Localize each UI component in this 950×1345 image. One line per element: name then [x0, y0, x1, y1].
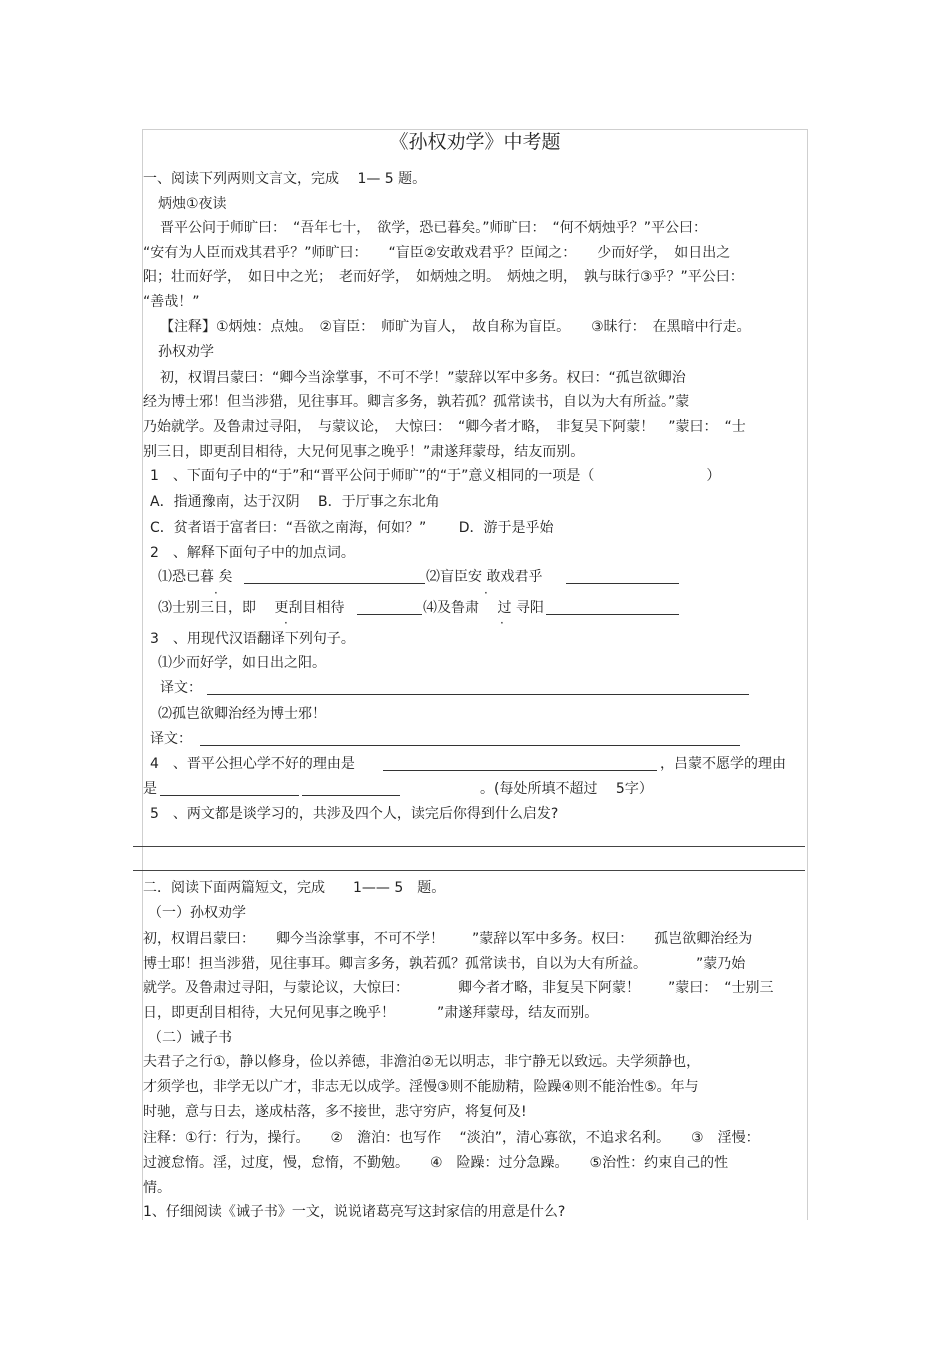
- answer-line[interactable]: [133, 846, 805, 847]
- question-4: 4 、晋平公担心学不好的理由是: [150, 756, 355, 772]
- part2-sub2-line: 夫君子之行①，静以修身，俭以养德，非澹泊②无以明志，非宁静无以致远。夫学须静也，: [143, 1054, 701, 1070]
- answer-blank[interactable]: [302, 781, 400, 796]
- answer-blank[interactable]: [546, 600, 679, 615]
- question-2: 2 、解释下面句子中的加点词。: [150, 545, 355, 561]
- question-4-note: 。(每处所填不超过 5字）: [480, 781, 653, 797]
- answer-blank[interactable]: [383, 756, 657, 771]
- emphasis-dot: ·: [484, 586, 488, 600]
- question-5: 5 、两文都是谈学习的，共涉及四个人，读完后你得到什么启发?: [150, 806, 559, 822]
- emphasis-dot: ·: [214, 586, 218, 600]
- answer-blank[interactable]: [200, 731, 740, 746]
- answer-blank[interactable]: [207, 680, 749, 695]
- passage2-line: 乃始就学。及鲁肃过寻阳， 与蒙议论， 大惊曰： “卿今者才略， 非复吴下阿蒙！ ”蒙曰： “士: [143, 419, 746, 435]
- page-title: 《孙权劝学》中考题: [389, 131, 561, 153]
- answer-blank[interactable]: [566, 569, 679, 584]
- question-3-item-1: ⑴少而好学，如日出之阳。: [158, 655, 326, 671]
- passage1-line: “安有为人臣而戏其君乎？”师旷曰： “盲臣②安敢戏君乎？臣闻之： 少而好学， 如日出之: [143, 245, 731, 261]
- part2-sub1-line: 博士耶！担当涉猎，见往事耳。卿言多务，孰若孤？孤常读书，自以为大有所益。 ”蒙乃始: [143, 956, 746, 972]
- emphasis-dot: ·: [284, 616, 288, 630]
- part2-sub1-title: （一）孙权劝学: [148, 905, 246, 921]
- question-3: 3 、用现代汉语翻译下列句子。: [150, 631, 355, 647]
- answer-blank[interactable]: [160, 781, 299, 796]
- answer-blank[interactable]: [244, 569, 425, 584]
- question-2-item-2: ⑵盲臣安 敢戏君乎: [426, 569, 543, 585]
- part2-sub1-line: 初，权谓吕蒙曰： 卿今当涂掌事，不可不学！ ”蒙辞以军中多务。权曰： 孤岂欲卿治经为: [143, 931, 753, 947]
- passage2-line: 经为博士邪！但当涉猎，见往事耳。卿言多务，孰若孤？孤常读书，自以为大有所益。”蒙: [143, 394, 690, 410]
- part2-sub1-line: 就学。及鲁肃过寻阳，与蒙论议，大惊曰： 卿今者才略，非复吴下阿蒙！ ”蒙曰： “士别三: [143, 980, 774, 996]
- answer-line[interactable]: [133, 870, 805, 871]
- question-2-item-4: ⑷及鲁肃 过 寻阳: [423, 600, 544, 616]
- question-1: 1 、下面句子中的“于”和“晋平公问于师旷”的“于”意义相同的一项是（ ）: [150, 468, 721, 484]
- part2-heading: 二．阅读下面两篇短文，完成 1—— 5 题。: [143, 880, 446, 896]
- part2-question-1: 1、仔细阅读《诫子书》一文，说说诸葛亮写这封家信的用意是什么?: [143, 1204, 566, 1220]
- question-1-options-cd: C．贫者语于富者曰：“吾欲之南海，何如？” D．游于是乎始: [150, 520, 554, 536]
- passage2-title: 孙权劝学: [158, 344, 214, 360]
- part2-notes-line: 情。: [143, 1180, 171, 1196]
- translation-label: 译文：: [160, 680, 202, 696]
- part2-notes-line: 注释：①行：行为，操行。 ② 澹泊：也写作 “淡泊”，清心寡欲，不追求名利。 ③ 淫慢：: [143, 1130, 760, 1146]
- part1-heading: 一、阅读下列两则文言文，完成 1— 5 题。: [143, 171, 427, 187]
- question-2-item-1: ⑴恐已暮 矣: [158, 569, 233, 585]
- part2-sub1-line: 日，即更刮目相待，大兄何见事之晚乎！ ”肃遂拜蒙母，结友而别。: [143, 1005, 599, 1021]
- answer-blank[interactable]: [357, 600, 422, 615]
- question-2-item-3: ⑶士别三日，即 更刮目相待: [158, 600, 345, 616]
- part2-sub2-line: 时驰，意与日去，遂成枯落，多不接世，悲守穷庐，将复何及!: [143, 1104, 527, 1120]
- part2-sub2-title: （二）诫子书: [148, 1030, 232, 1046]
- translation-label: 译文：: [150, 731, 192, 747]
- question-4-cont: ，吕蒙不愿学的理由: [660, 756, 786, 772]
- passage2-line: 初，权谓吕蒙曰：“卿今当涂掌事，不可不学！”蒙辞以军中多务。权曰：“孤岂欲卿治: [160, 370, 686, 386]
- question-3-item-2: ⑵孤岂欲卿治经为博士邪！: [158, 706, 326, 722]
- passage1-line: 阳；壮而好学， 如日中之光； 老而好学， 如炳烛之明。 炳烛之明， 孰与昧行③乎？”平公曰：: [143, 269, 744, 285]
- passage1-title: 炳烛①夜读: [158, 196, 227, 212]
- passage1-line: “善哉！”: [143, 294, 200, 310]
- part2-sub2-line: 才须学也，非学无以广才，非志无以成学。淫慢③则不能励精，险躁④则不能治性⑤。年与: [143, 1079, 699, 1095]
- part2-notes-line: 过渡怠惰。淫，过度，慢，怠惰，不勤勉。 ④ 险躁：过分急躁。 ⑤治性：约束自己的性: [143, 1155, 729, 1171]
- passage1-note: 【注释】①炳烛：点烛。 ②盲臣： 师旷为盲人， 故自称为盲臣。 ③昧行： 在黑暗中行走。: [160, 319, 751, 335]
- question-1-options-ab: A．指通豫南，达于汉阴 B．于厅事之东北角: [150, 494, 440, 510]
- passage1-line: 晋平公问于师旷曰： “吾年七十， 欲学，恐已暮矣。”师旷曰： “何不炳烛乎？”平公曰：: [160, 220, 708, 236]
- passage2-line: 别三日，即更刮目相待，大兄何见事之晚乎！”肃遂拜蒙母，结友而别。: [143, 444, 585, 460]
- question-4-cont: 是: [143, 781, 157, 797]
- emphasis-dot: ·: [500, 616, 504, 630]
